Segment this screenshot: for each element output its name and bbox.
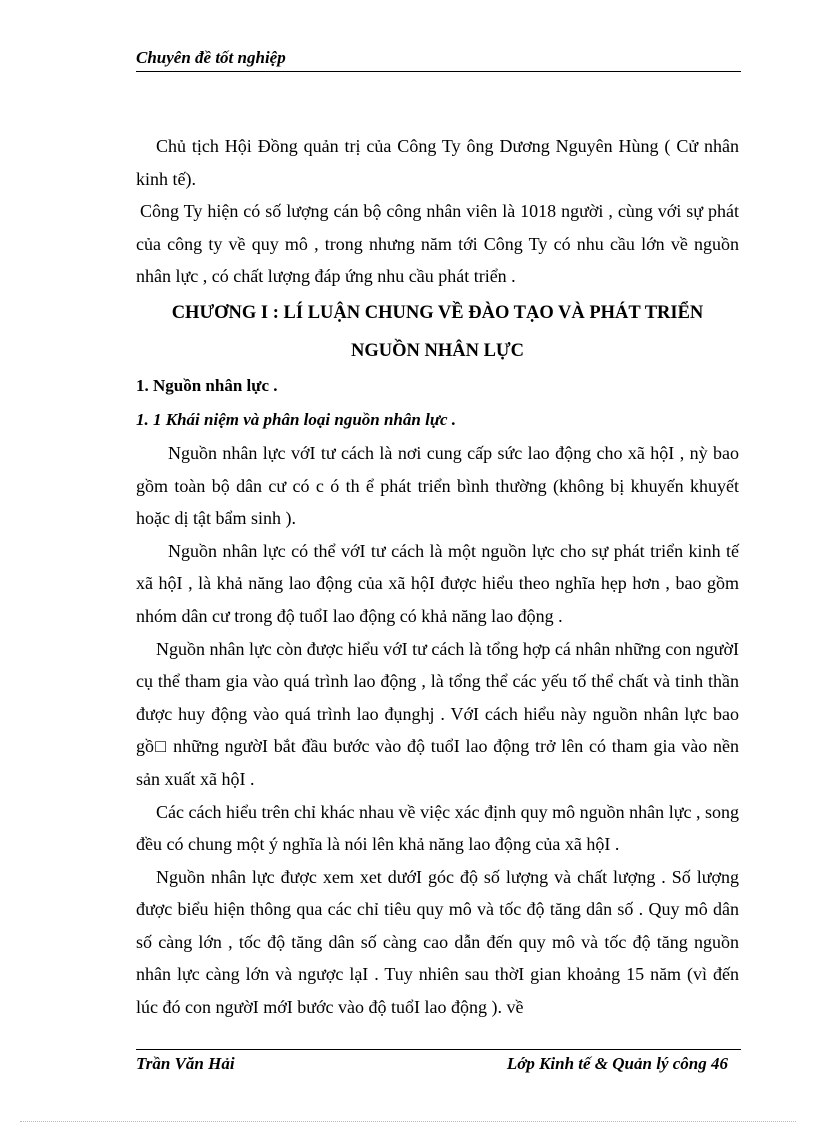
paragraph-chairman: Chủ tịch Hội Đồng quản trị của Công Ty ông Dương Nguyên Hùng ( Cử nhân kinh tế). xyxy=(136,136,739,189)
chapter-title-line2: NGUỒN NHÂN LỰC xyxy=(350,340,524,361)
paragraph-comparison: Các cách hiểu trên chỉ khác nhau về việc xác định quy mô nguồn nhân lực , song đều có chung một ý nghĩa là nói lên khả năng lao động của xã hộI . xyxy=(136,801,739,855)
document-body xyxy=(136,130,739,1024)
paragraph-definition-2: Nguồn nhân lực có thể vớI tư cách là một nguồn lực cho sự phát triển kinh tế xã hộI , là khả năng lao động của xã hộI được hiểu theo nghĩa hẹp hơn , bao gồm nhóm dân cư trong độ tuổI lao động có khả năng lao động . xyxy=(136,540,739,626)
header-divider xyxy=(136,71,741,72)
footer-divider xyxy=(136,1049,741,1050)
footer-class: Lớp Kinh tế & Quản lý công 46 xyxy=(506,1054,728,1073)
page-bottom-border xyxy=(20,1121,796,1122)
paragraph-definition-3: Nguồn nhân lực còn được hiểu vớI tư cách là tổng hợp cá nhân những con ngườI cụ thể tham gia vào quá trình lao động , là tổng thể các yếu tố thể chất và tinh thần được huy động vào quá trình lao đụnghj . VớI cách hiểu này nguồn nhân lực bao gồ□ những ngườI bắt đầu bước vào độ tuổI lao động trở lên có tham gia vào nền sản xuất xã hộI . xyxy=(136,638,739,789)
paragraph-staff: Công Ty hiện có số lượng cán bộ công nhân viên là 1018 người , cùng với sự phát của công ty về quy mô , trong nhưng năm tới Công Ty có nhu cầu lớn về nguồn nhân lực , có chất lượng đáp ứng nhu cầu phát triển . xyxy=(136,201,739,287)
chapter-title-line1: CHƯƠNG I : LÍ LUẬN CHUNG VỀ ĐÀO TẠO VÀ PHÁT TRIỂN xyxy=(171,302,704,323)
section-heading: 1. Nguồn nhân lực . xyxy=(136,375,278,395)
header-title: Chuyên đề tốt nghiệp xyxy=(136,48,286,67)
paragraph-quantity-quality: Nguồn nhân lực được xem xet dướI góc độ số lượng và chất lượng . Số lượng được biểu hiện thông qua các chỉ tiêu quy mô và tốc độ tăng dân số . Quy mô dân số càng lớn , tốc độ tăng dân số càng cao dẫn đến quy mô và tốc độ tăng nguồn nhân lực càng lớn và ngược lạI . Tuy nhiên sau thờI gian khoảng 15 năm (vì đến lúc đó con ngườI mớI bước vào độ tuổI lao động ). về xyxy=(136,866,739,1018)
footer-author: Trần Văn Hải xyxy=(136,1054,235,1073)
subsection-heading: 1. 1 Khái niệm và phân loại nguồn nhân lực . xyxy=(136,409,457,429)
paragraph-definition-1: Nguồn nhân lực vớI tư cách là nơi cung cấp sức lao động cho xã hộI , nỳ bao gồm toàn bộ dân cư có c ó th ể phát triển bình thường (không bị khuyến khuyết hoặc dị tật bẩm sinh ). xyxy=(136,442,739,529)
